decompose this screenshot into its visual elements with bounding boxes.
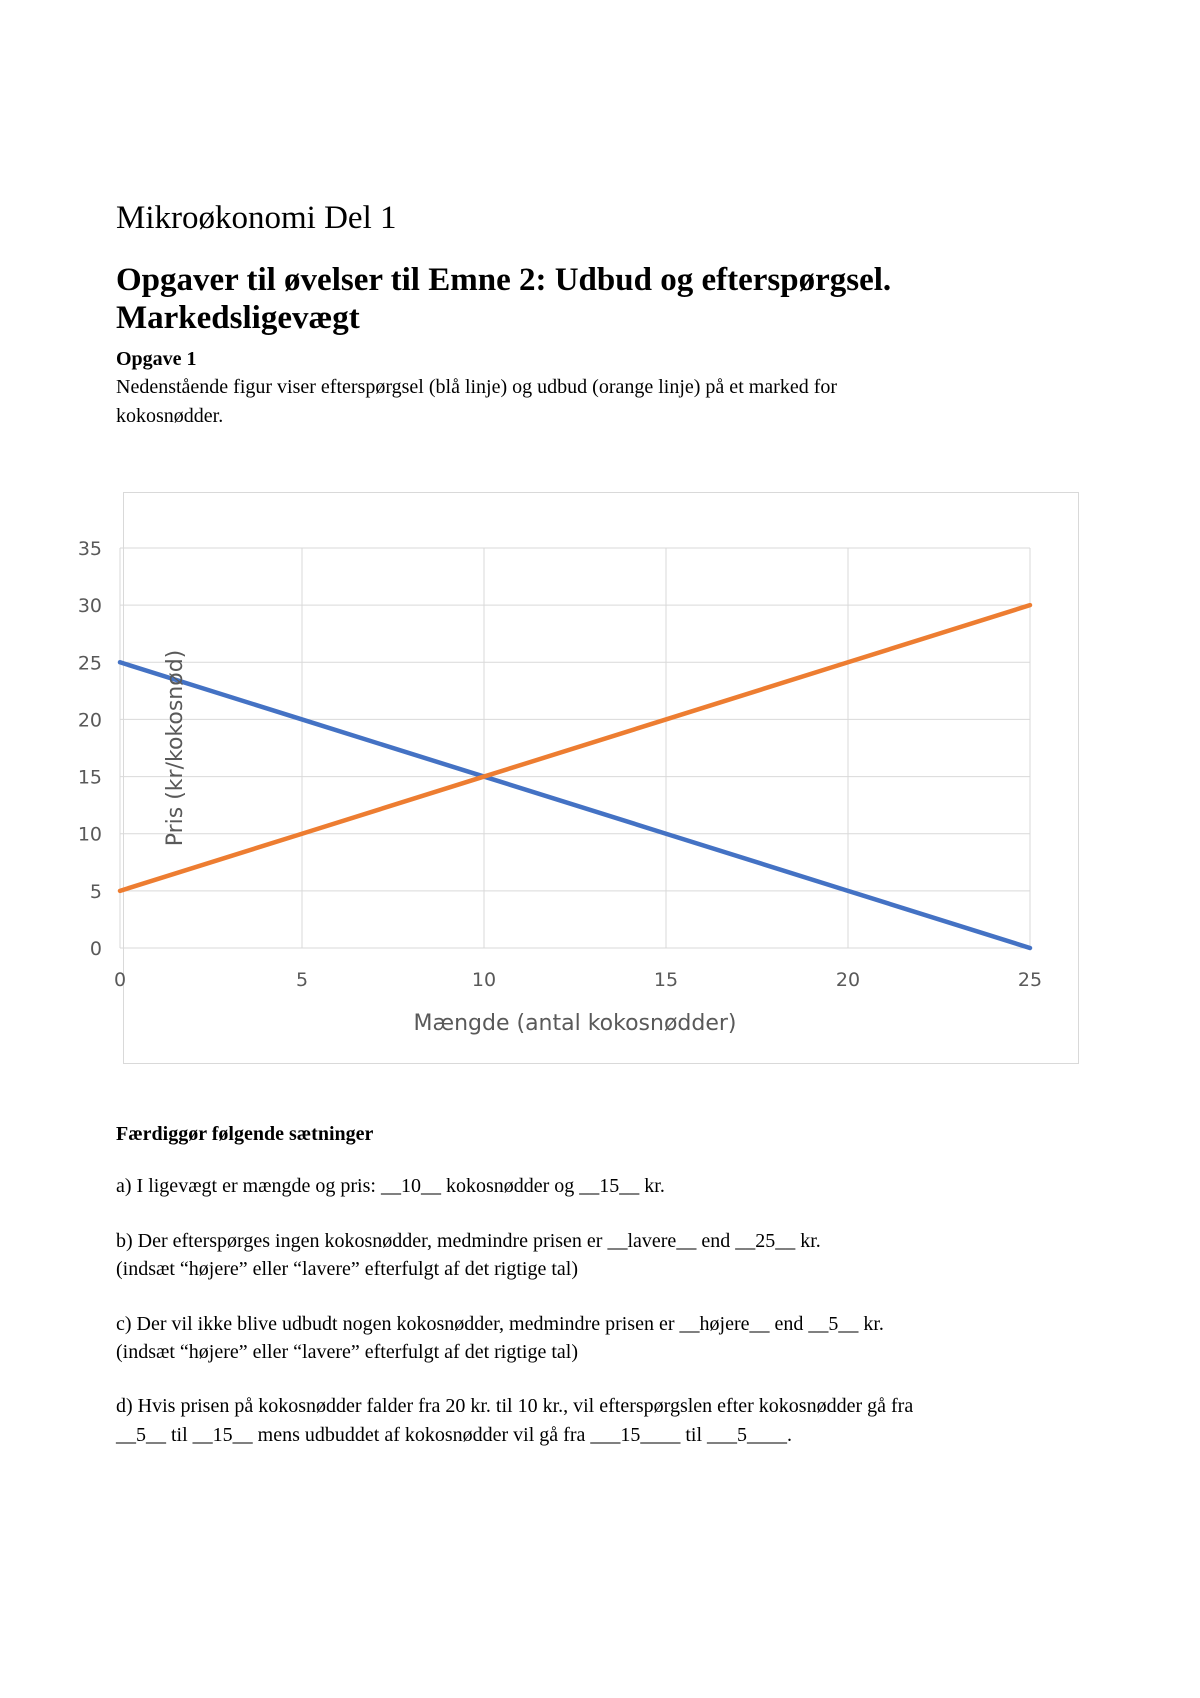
y-tick-label: 35 — [77, 538, 102, 560]
intro-line-1: Nedenstående figur viser efterspørgsel (blå linje) og udbud (orange linje) på et marked for — [116, 375, 838, 398]
question-d-line-1: d) Hvis prisen på kokosnødder falder fra 20 kr. til 10 kr., vil efterspørgslen efter kokosnødder gå fra — [116, 1395, 914, 1418]
question-a-text: a) I ligevægt er mængde og pris: __10__ kokosnødder og __15__ kr. — [116, 1175, 665, 1198]
y-axis-label: Pris (kr/kokosnød) — [163, 649, 188, 847]
x-axis-label: Mængde (antal kokosnødder) — [413, 1011, 737, 1036]
y-tick-label: 20 — [77, 709, 102, 732]
question-d-line-2: __5__ til __15__ mens udbuddet af kokosnødder vil gå fra ___15____ til ___5____. — [116, 1423, 793, 1446]
supply-demand-chart — [77, 492, 1079, 1064]
y-tick-label: 30 — [77, 595, 102, 618]
demand-line — [120, 662, 1030, 948]
question-b-line-1: b) Der efterspørges ingen kokosnødder, medmindre prisen er __lavere__ end __25__ kr. — [116, 1229, 821, 1252]
y-tick-label: 5 — [89, 880, 102, 903]
y-tick-label: 25 — [77, 652, 102, 675]
x-tick-label: 0 — [113, 969, 127, 991]
question-d — [116, 1392, 1106, 1449]
heading-line-1: Opgaver til øvelser til Emne 2: Udbud og efterspørgsel. — [116, 261, 892, 298]
y-tick-label: 0 — [89, 938, 102, 960]
x-tick-label: 10 — [471, 969, 497, 991]
questions-heading: Færdiggør følgende sætninger — [116, 1123, 374, 1145]
question-c-line-1: c) Der vil ikke blive udbudt nogen kokosnødder, medmindre prisen er __højere__ end __5__ kr. — [116, 1312, 884, 1335]
chart-svg — [77, 493, 1078, 1063]
question-b-line-2: (indsæt “højere” eller “lavere” efterfulgt af det rigtige tal) — [116, 1258, 578, 1281]
question-c-line-2: (indsæt “højere” eller “lavere” efterfulgt af det rigtige tal) — [116, 1340, 578, 1363]
x-tick-label: 5 — [295, 969, 309, 991]
y-tick-label: 15 — [77, 766, 102, 789]
y-tick-label: 10 — [77, 823, 102, 846]
question-a — [116, 1172, 1106, 1200]
supply-line — [120, 605, 1030, 891]
x-tick-label: 20 — [835, 969, 861, 991]
x-tick-label: 25 — [1017, 969, 1043, 991]
question-c — [116, 1310, 1106, 1367]
questions-section — [116, 1120, 1106, 1475]
task-title: Opgave 1 — [116, 347, 197, 370]
x-tick-label: 15 — [653, 969, 679, 991]
heading-line-2: Markedsligevægt — [116, 299, 360, 336]
subject-title: Mikroøkonomi Del 1 — [116, 200, 397, 236]
question-b — [116, 1227, 1106, 1284]
intro-line-2: kokosnødder. — [116, 404, 224, 427]
document-body — [116, 200, 1096, 430]
